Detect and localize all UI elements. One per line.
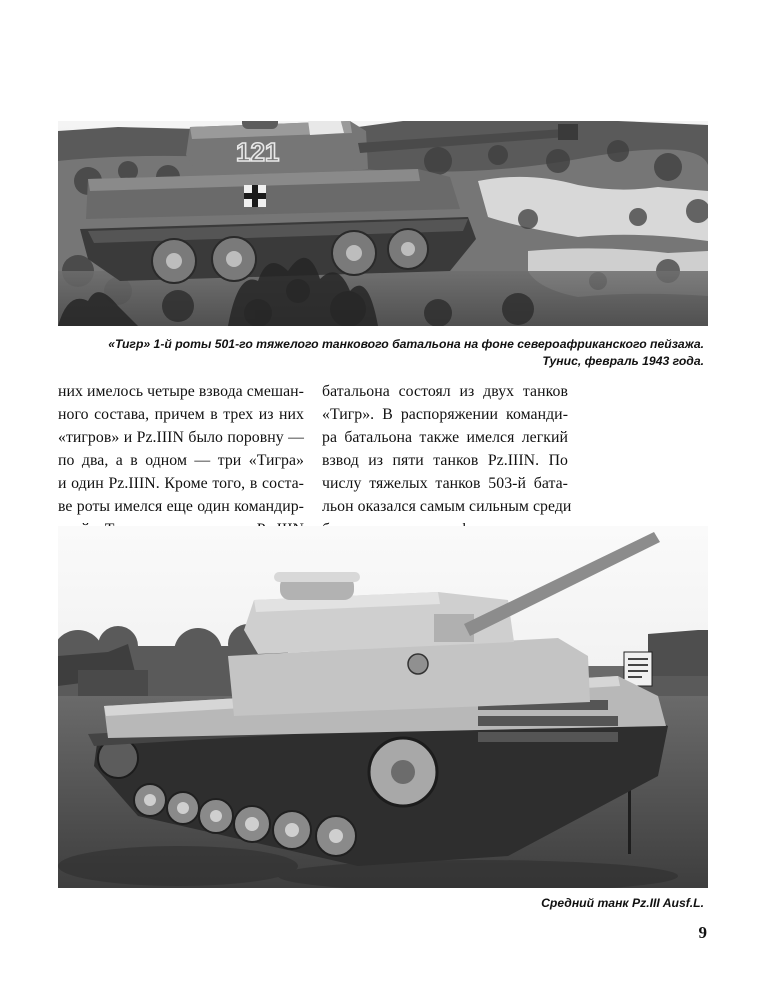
text-line: ра батальона также имелся легкий [322,429,568,446]
top-photo-caption [108,336,704,370]
page-number: 9 [698,923,707,942]
tiger-tank-illustration [58,121,708,326]
hull-number: 121 [236,137,280,167]
text-line: «Тигр». В распоряжении команди- [322,406,568,423]
tiger-tank-photo [58,121,708,326]
text-line: ве роты имелся еще один командир- [58,498,304,515]
text-line: «тигров» и Pz.IIIN было поровну — [58,429,304,446]
text-line: льон оказался самым сильным среди [322,498,572,515]
text-line: них имелось четыре взвода смешан- [58,383,304,400]
bottom-photo-caption: Средний танк Pz.III Ausf.L. [541,896,704,910]
balkenkreuz-mark [244,185,266,207]
panzer-iii-illustration [58,526,708,888]
text-line: ного состава, причем в трех из них [58,406,304,423]
text-line: числу тяжелых танков 503-й бата- [322,475,568,492]
caption-line: «Тигр» 1-й роты 501-го тяжелого танкового батальона на фоне североафриканского пейзажа. [108,337,704,351]
text-line: по два, а в одном — три «Тигра» [58,452,304,469]
text-line: батальона состоял из двух танков [322,383,568,400]
panzer-iii-photo [58,526,708,888]
text-line: взвод из пяти танков Pz.IIIN. По [322,452,568,469]
caption-line: Тунис, февраль 1943 года. [542,354,704,368]
text-line: и один Pz.IIIN. Кроме того, в соста- [58,475,304,492]
